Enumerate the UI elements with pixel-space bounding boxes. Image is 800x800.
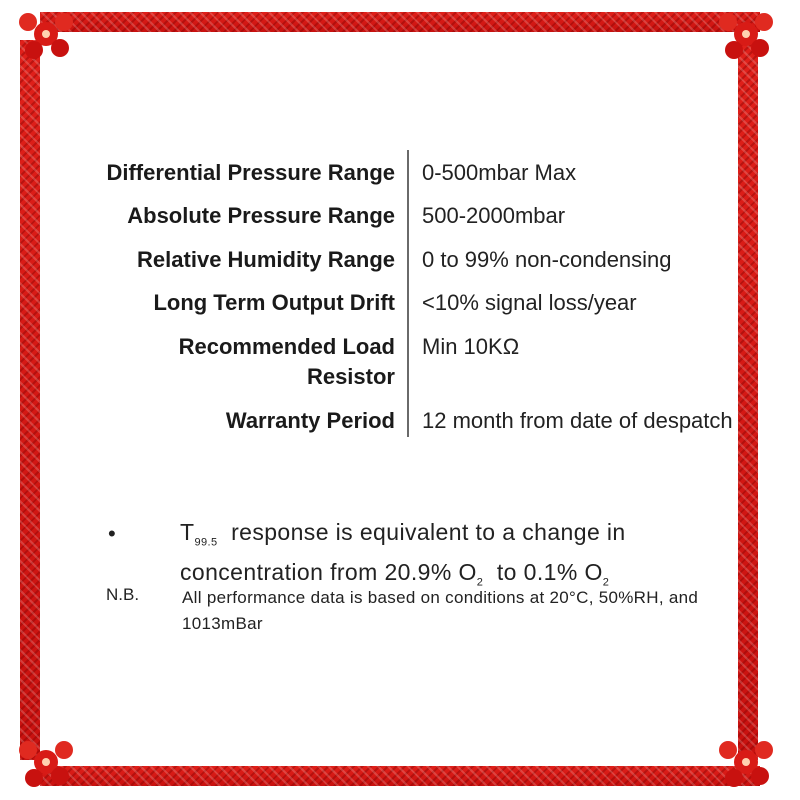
footnote-bullet: •: [108, 521, 116, 546]
corner-ornament-icon: [14, 2, 78, 66]
corner-ornament-icon: [714, 2, 778, 66]
frame-border-left: [20, 40, 40, 760]
spec-label: Absolute Pressure Range: [127, 203, 395, 228]
spec-label: [179, 332, 395, 392]
spec-label-line2: Resistor: [306, 364, 395, 389]
spec-label: Differential Pressure Range: [106, 160, 395, 185]
nb-label: N.B.: [106, 585, 140, 604]
corner-ornament-icon: [14, 730, 78, 794]
spec-label: Warranty Period: [225, 408, 395, 433]
t-subscript: 99.5: [194, 536, 218, 549]
spec-label: Long Term Output Drift: [153, 290, 395, 315]
spec-value: 12 month from date of despatch: [422, 408, 733, 433]
table-divider: [407, 150, 409, 437]
spec-value: Min 10KΩ: [422, 334, 520, 359]
spec-label-line1: Recommended Load: [178, 334, 395, 359]
frame-border-top: [40, 12, 760, 32]
spec-value: <10% signal loss/year: [422, 290, 637, 315]
footnote-text-part1: response is equivalent to a change in concentration from 20.9% O: [180, 519, 626, 585]
spec-value: 0-500mbar Max: [422, 160, 577, 185]
spec-value: 0 to 99% non-condensing: [422, 247, 672, 272]
spec-label: Relative Humidity Range: [137, 247, 395, 272]
footnote-conditions: All performance data is based on conditions at 20°C, 50%RH, and 1013mBar: [182, 588, 699, 633]
frame-border-right: [738, 40, 758, 760]
footnote-text-part2: to 0.1% O: [496, 558, 603, 585]
o2-subscript: 2: [476, 576, 484, 589]
frame-border-bottom: [40, 766, 760, 786]
o2-subscript: 2: [602, 576, 610, 589]
corner-ornament-icon: [714, 730, 778, 794]
t-symbol: T: [180, 519, 195, 545]
spec-value: 500-2000mbar: [422, 203, 566, 228]
